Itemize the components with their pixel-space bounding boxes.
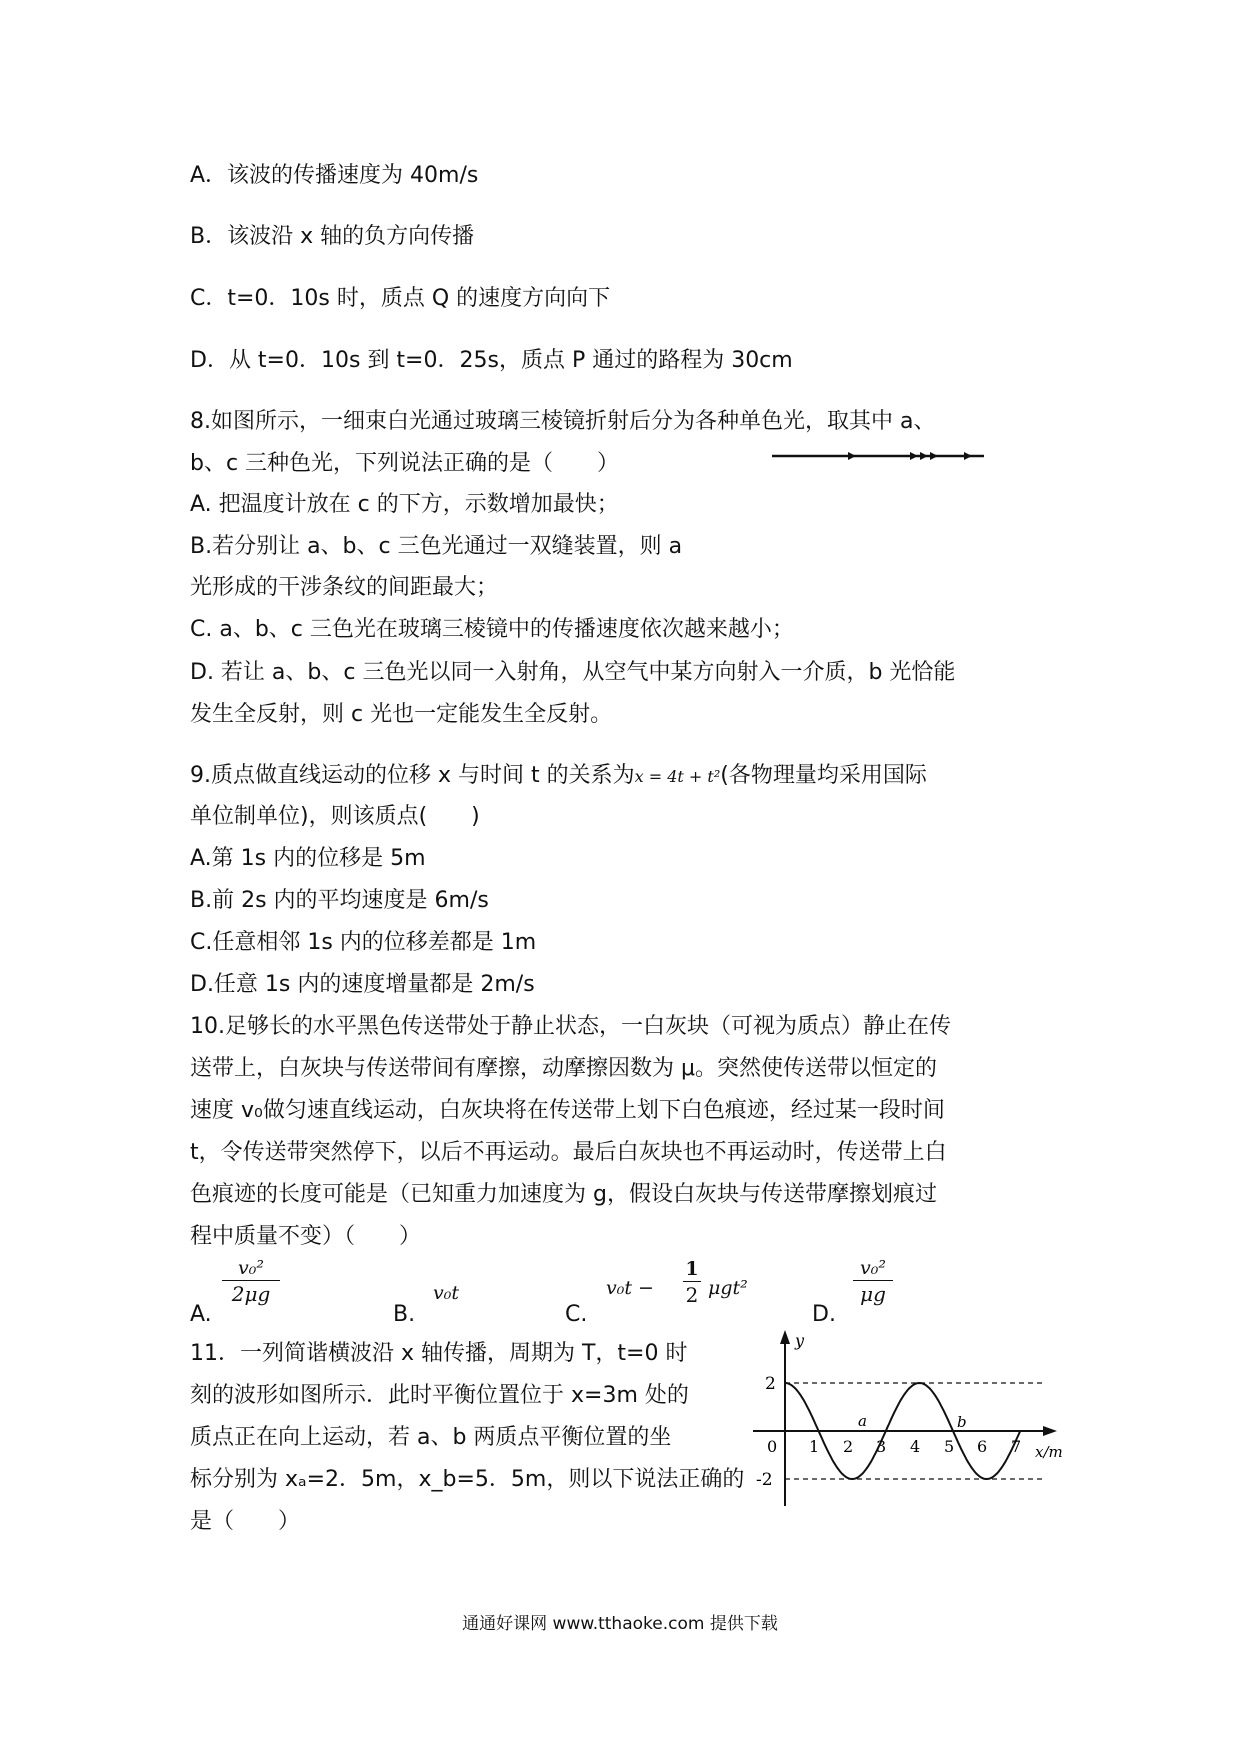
q10-option-c-expr-post: μgt²: [708, 1277, 748, 1299]
q8-option-d-line2: 发生全反射，则 c 光也一定能发生全反射。: [190, 702, 613, 727]
q11-stem-line3: 质点正在向上运动，若 a、b 两质点平衡位置的坐: [190, 1425, 672, 1450]
q9-option-d: D.任意 1s 内的速度增量都是 2m/s: [190, 972, 535, 997]
q7-option-a: A．该波的传播速度为 40m/s: [190, 163, 479, 188]
q8-option-d-line1: D. 若让 a、b、c 三色光以同一入射角，从空气中某方向射入一介质，b 光恰能: [190, 660, 956, 685]
q10-option-d-label: D.: [812, 1302, 836, 1327]
q7-option-d: D．从 t=0．10s 到 t=0．25s，质点 P 通过的路程为 30cm: [190, 348, 793, 373]
q8-option-c: C. a、b、c 三色光在玻璃三棱镜中的传播速度依次越来越小；: [190, 617, 794, 642]
q8-stem-line1: 8.如图所示，一细束白光通过玻璃三棱镜折射后分为各种单色光，取其中 a、: [190, 409, 936, 434]
q11-wave-graph: [745, 1328, 1075, 1510]
footer-source: 通通好课网 www.tthaoke.com 提供下载: [462, 1614, 778, 1634]
q10-option-a-label: A.: [190, 1302, 212, 1327]
q9-stem-post: (各物理量均采用国际: [720, 763, 927, 788]
q11-stem-line2: 刻的波形如图所示．此时平衡位置位于 x=3m 处的: [190, 1383, 689, 1408]
q9-option-b: B.前 2s 内的平均速度是 6m/s: [190, 888, 489, 913]
fraction-bar: [853, 1280, 893, 1281]
q10-option-c-fraction: [683, 1258, 701, 1307]
x-tick-2: 2: [843, 1437, 854, 1456]
x-tick-3: 3: [876, 1437, 887, 1456]
y-tick-neg2: -2: [756, 1470, 773, 1490]
q8-stem-line2: b、c 三种色光，下列说法正确的是（ ）: [190, 451, 620, 476]
q10-option-d-fraction: [853, 1257, 893, 1306]
x-tick-7: 7: [1011, 1437, 1022, 1456]
q8-light-rays-figure: [770, 448, 990, 464]
q9-stem-line1: [190, 761, 927, 792]
fraction-bar: [683, 1281, 701, 1282]
q10-option-b-label: B.: [393, 1302, 416, 1327]
q10-stem-line3: 速度 v₀做匀速直线运动，白灰块将在传送带上划下白色痕迹，经过某一段时间: [190, 1098, 945, 1123]
q11-stem-line5: 是（ ）: [190, 1509, 301, 1534]
q9-formula: x = 4t + t²: [634, 767, 721, 786]
q7-option-c: C．t=0．10s 时，质点 Q 的速度方向向下: [190, 286, 611, 311]
q10-option-a-fraction: [222, 1257, 280, 1306]
q10-stem-line4: t，令传送带突然停下，以后不再运动。最后白灰块也不再运动时，传送带上白: [190, 1140, 947, 1165]
origin-label: 0: [767, 1437, 778, 1456]
y-axis-label: y: [795, 1331, 805, 1350]
q10-option-b-expr: v₀t: [433, 1282, 459, 1304]
q9-stem-line2: 单位制单位)，则该质点( ): [190, 804, 480, 829]
q10-option-c-numerator: 1: [685, 1258, 699, 1280]
q10-stem-line6: 程中质量不变）（ ）: [190, 1224, 422, 1249]
x-axis-label: x/m: [1035, 1443, 1063, 1461]
q11-stem-line1: 11．一列简谐横波沿 x 轴传播，周期为 T，t=0 时: [190, 1341, 688, 1366]
q9-option-a: A.第 1s 内的位移是 5m: [190, 846, 426, 871]
q10-stem-line1: 10.足够长的水平黑色传送带处于静止状态，一白灰块（可视为质点）静止在传: [190, 1014, 951, 1039]
q10-option-c-denominator: 2: [685, 1283, 699, 1307]
q8-option-a: A. 把温度计放在 c 的下方，示数增加最快；: [190, 492, 619, 517]
q9-option-c: C.任意相邻 1s 内的位移差都是 1m: [190, 930, 537, 955]
q9-stem-pre: 9.质点做直线运动的位移 x 与时间 t 的关系为: [190, 763, 635, 788]
q10-option-c-label: C.: [565, 1302, 588, 1327]
y-tick-2: 2: [765, 1374, 776, 1394]
x-tick-4: 4: [910, 1437, 921, 1456]
q11-stem-line4: 标分别为 xₐ=2．5m，x_b=5．5m，则以下说法正确的: [190, 1467, 745, 1492]
point-b-label: b: [957, 1413, 967, 1431]
x-tick-5: 5: [944, 1437, 955, 1456]
q10-stem-line5: 色痕迹的长度可能是（已知重力加速度为 g，假设白灰块与传送带摩擦划痕过: [190, 1182, 937, 1207]
q10-option-a-numerator: v₀²: [238, 1257, 264, 1279]
x-tick-1: 1: [809, 1437, 820, 1456]
q8-option-b-line1: B.若分别让 a、b、c 三色光通过一双缝装置，则 a: [190, 534, 683, 559]
q10-stem-line2: 送带上，白灰块与传送带间有摩擦，动摩擦因数为 μ。突然使传送带以恒定的: [190, 1056, 937, 1081]
q10-option-d-denominator: μg: [860, 1282, 886, 1306]
point-a-label: a: [858, 1412, 867, 1430]
q10-option-a-denominator: 2μg: [231, 1282, 271, 1306]
x-tick-6: 6: [977, 1437, 988, 1456]
q7-option-b: B．该波沿 x 轴的负方向传播: [190, 224, 475, 249]
fraction-bar: [222, 1280, 280, 1281]
q8-option-b-line2: 光形成的干涉条纹的间距最大；: [190, 575, 499, 600]
q10-option-c-expr-pre: v₀t −: [606, 1277, 654, 1299]
q10-option-d-numerator: v₀²: [860, 1257, 886, 1279]
